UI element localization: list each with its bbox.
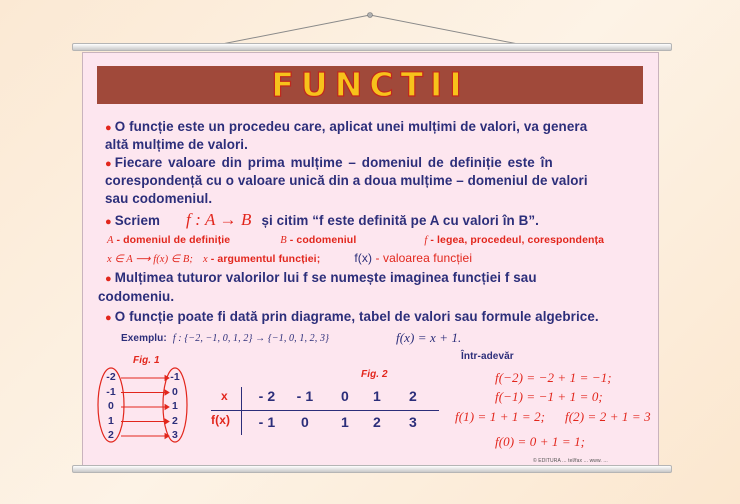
paragraph-2-line-1: ● Fiecare valoare din prima mulțime – domeniul de definiție este în <box>105 155 553 170</box>
fig1-domain-item: 1 <box>108 414 114 427</box>
scriem-line: ● Scriem f : A → B și citim “f este definită pe A cu valori în B”. <box>105 210 540 229</box>
calc-f-1: f(1) = 1 + 1 = 2; <box>455 409 546 424</box>
fig1-label: Fig. 1 <box>133 355 160 366</box>
fig2-x-value: 2 <box>409 388 417 404</box>
fig2-x-value: - 1 <box>296 388 314 404</box>
bullet-icon: ● <box>105 273 112 285</box>
calc-f-minus-1: f(−1) = −1 + 1 = 0; <box>495 389 603 404</box>
fig2-fx-value: - 1 <box>258 414 276 430</box>
bullet-icon: ● <box>105 216 112 228</box>
fig2-fx-value: 1 <box>341 414 349 430</box>
fig1-codomain-item: -1 <box>170 371 180 383</box>
fig1-codomain-item: 0 <box>172 385 178 398</box>
fig2-x-label: x <box>221 389 228 403</box>
definitions-line-2: x ∈ A ⟶ f(x) ∈ B; x - argumentul funcției; f(x) - valoarea funcției <box>107 251 473 265</box>
title-banner <box>97 66 643 104</box>
hanging-wire <box>0 0 740 60</box>
paragraph-1-line-2: altă mulțime de valori. <box>105 137 248 152</box>
fig1-codomain-item: 3 <box>172 429 178 441</box>
fig2-fx-value: 2 <box>373 414 381 430</box>
intr-adevar-label: Într-adevăr <box>461 351 514 362</box>
top-rail <box>72 43 672 51</box>
function-notation: f : A → B <box>186 210 252 229</box>
bullet-icon: ● <box>105 158 112 170</box>
paragraph-2-line-3: sau codomeniul. <box>105 191 213 206</box>
paragraph-3-line-1: ● Mulțimea tuturor valorilor lui f se numește imaginea funcției f sau <box>105 270 537 285</box>
bullet-icon: ● <box>105 312 112 324</box>
fig2-fx-value: 3 <box>409 414 417 430</box>
paragraph-2-line-2: corespondență cu o valoare unică din a doua mulțime – domeniul de valori <box>105 173 588 188</box>
definitions-line-1: A - domeniul de definiție B - codomeniul f - legea, procedeul, corespondența <box>107 234 605 246</box>
fig2-table <box>211 387 439 435</box>
fig1-codomain-item: 2 <box>172 414 178 427</box>
page-title: FUNCTII <box>271 65 469 104</box>
paragraph-3-line-2: codomeniu. <box>98 289 175 304</box>
fig1-domain-item: 2 <box>108 429 114 441</box>
fig1-codomain-item: 1 <box>172 400 178 412</box>
fig2-x-value: 1 <box>373 388 381 404</box>
poster <box>82 52 659 468</box>
paragraph-1-line-1: ● O funcție este un procedeu care, aplicat unei mulțimi de valori, va genera <box>105 119 588 134</box>
example-law: f(x) = x + 1. <box>396 330 462 345</box>
bullet-icon: ● <box>105 122 112 134</box>
fig2-fx-value: 0 <box>301 414 309 430</box>
fig2-fx-label: f(x) <box>211 413 231 427</box>
calc-f-0: f(0) = 0 + 1 = 1; <box>495 434 586 449</box>
example-line: Exemplu: f : {−2, −1, 0, 1, 2} → {−1, 0, 1, 2, 3} <box>121 333 330 344</box>
fig2-x-value: - 2 <box>258 388 276 404</box>
publisher-footer: © EDITURA ... tel/fax ... www. ... <box>533 458 608 464</box>
calc-f-2: f(2) = 2 + 1 = 3 <box>565 409 651 424</box>
bottom-rail <box>72 465 672 473</box>
paragraph-4: ● O funcție poate fi dată prin diagrame, tabel de valori sau formule algebrice. <box>105 309 599 324</box>
fig1-domain-item: 0 <box>108 400 114 412</box>
fig2-x-value: 0 <box>341 388 349 404</box>
fig1-domain-item: -2 <box>106 371 116 383</box>
calc-f-minus-2: f(−2) = −2 + 1 = −1; <box>495 370 612 385</box>
fig2-label: Fig. 2 <box>361 369 388 380</box>
fig1-domain-item: -1 <box>106 385 116 398</box>
